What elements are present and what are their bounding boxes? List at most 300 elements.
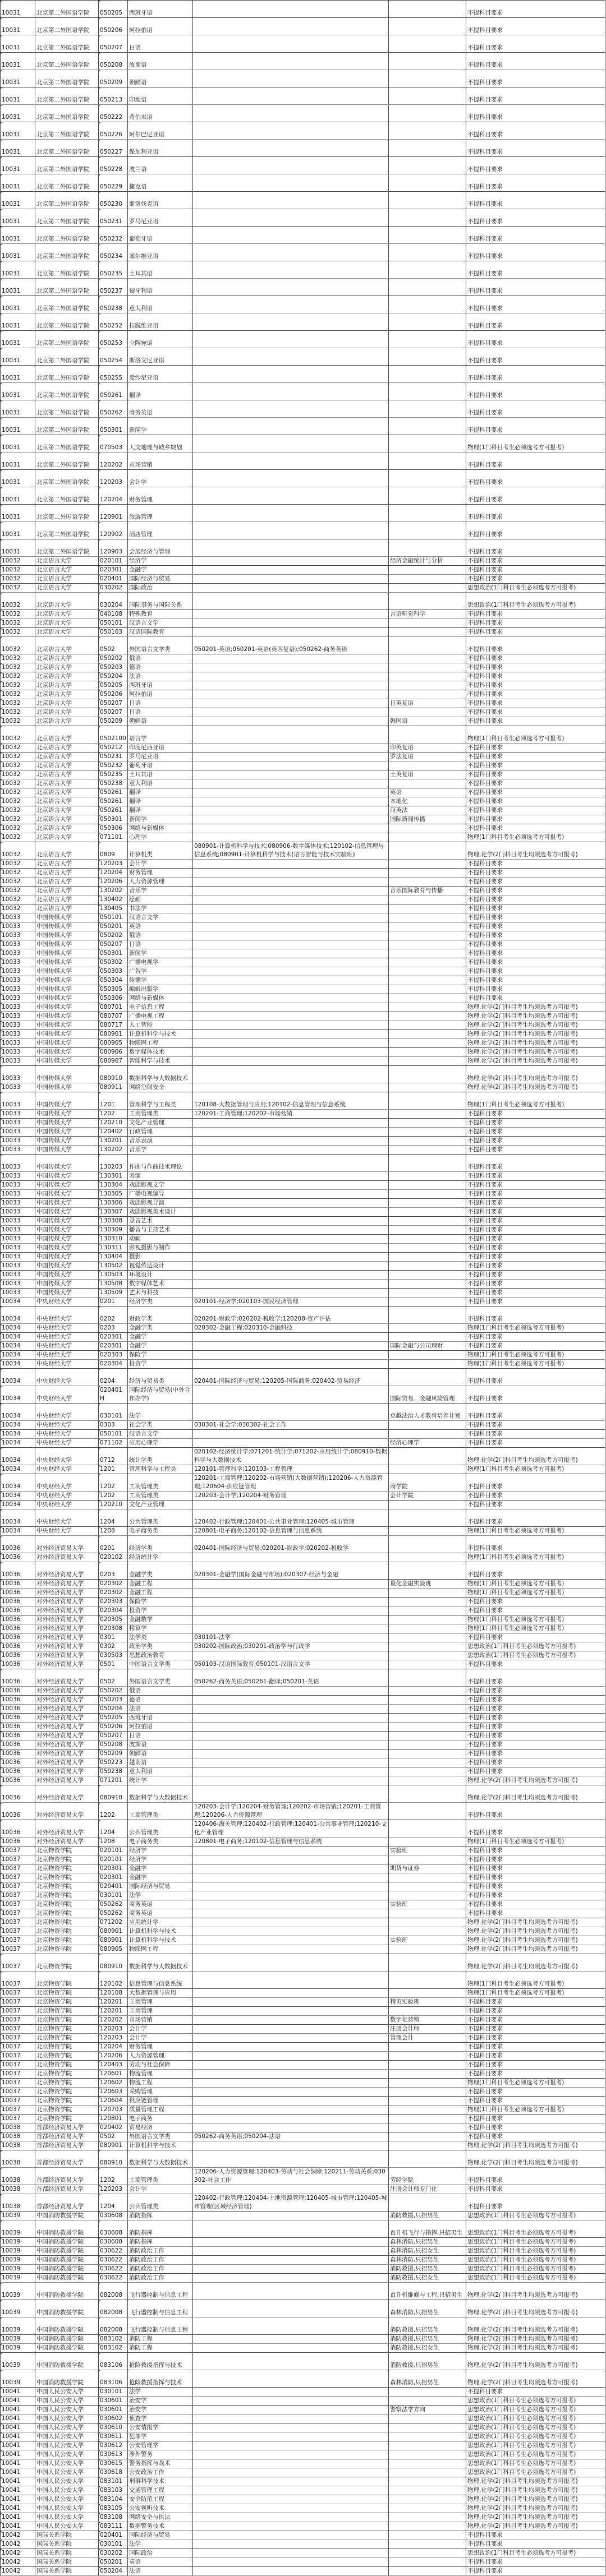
school-name-cell[interactable]: 北京第二外国语学院: [35, 140, 99, 157]
major-code-cell[interactable]: 050207: [99, 708, 128, 717]
subject-requirement-cell[interactable]: 物理,化学(2门科目考生均须选考方可报考): [466, 1012, 605, 1021]
major-name-cell[interactable]: 罗马尼亚语: [128, 209, 193, 227]
included-majors-cell[interactable]: [193, 279, 389, 296]
included-majors-cell[interactable]: [193, 806, 389, 815]
included-majors-cell[interactable]: [193, 1776, 389, 1785]
school-code-cell[interactable]: 10033: [1, 1280, 35, 1289]
subject-requirement-cell[interactable]: 思想政治(1门科目考生必须选考方可报考): [466, 2441, 605, 2450]
included-majors-cell[interactable]: [193, 2079, 389, 2088]
school-name-cell[interactable]: 对外经济贸易大学: [35, 1714, 99, 1723]
included-majors-cell[interactable]: [193, 1624, 389, 1633]
school-name-cell[interactable]: 中国传媒大学: [35, 1003, 99, 1012]
major-code-cell[interactable]: 050209: [99, 1749, 128, 1758]
school-name-cell[interactable]: 北京第二外国语学院: [35, 296, 99, 313]
included-majors-cell[interactable]: [193, 1003, 389, 1012]
school-code-cell[interactable]: 10037: [1, 1945, 35, 1954]
major-note-cell[interactable]: [389, 1137, 466, 1146]
major-note-cell[interactable]: [389, 2522, 466, 2531]
school-code-cell[interactable]: 10041: [1, 2504, 35, 2513]
school-name-cell[interactable]: 北京物资学院: [35, 2115, 99, 2123]
school-name-cell[interactable]: 中央财经大学: [35, 1342, 99, 1351]
major-code-cell[interactable]: 050301: [99, 815, 128, 824]
included-majors-cell[interactable]: [193, 2061, 389, 2070]
school-code-cell[interactable]: 10039: [1, 2318, 35, 2335]
school-name-cell[interactable]: 中央财经大学: [35, 1448, 99, 1465]
major-name-cell[interactable]: 公安视听技术: [128, 2504, 193, 2513]
major-note-cell[interactable]: 森林消防,只招男生: [389, 2238, 466, 2247]
major-name-cell[interactable]: 经济学类: [128, 1298, 193, 1307]
school-code-cell[interactable]: 10037: [1, 2115, 35, 2123]
major-code-cell[interactable]: 1204: [99, 1820, 128, 1838]
subject-requirement-cell[interactable]: 物理,化学(2门科目考生均须选考方可报考): [466, 2504, 605, 2513]
major-name-cell[interactable]: 消防指挥: [128, 2220, 193, 2238]
subject-requirement-cell[interactable]: 思想政治(1门科目考生必须选考方可报考): [466, 2423, 605, 2432]
school-name-cell[interactable]: 北京语言大学: [35, 779, 99, 788]
school-name-cell[interactable]: 北京语言大学: [35, 869, 99, 878]
included-majors-cell[interactable]: [193, 1271, 389, 1280]
major-note-cell[interactable]: [389, 522, 466, 539]
school-name-cell[interactable]: 中国人民公安大学: [35, 2504, 99, 2513]
major-note-cell[interactable]: [389, 1624, 466, 1633]
included-majors-cell[interactable]: 020401-国际经济与贸易;020201-财政学;020202-税收学: [193, 1536, 389, 1553]
included-majors-cell[interactable]: [193, 2141, 389, 2150]
school-name-cell[interactable]: 首都经济贸易大学: [35, 2194, 99, 2212]
subject-requirement-cell[interactable]: 物理(1门科目考生必须选考方可报考): [466, 435, 605, 453]
subject-requirement-cell[interactable]: 不提科目要求: [466, 487, 605, 505]
included-majors-cell[interactable]: [193, 1172, 389, 1181]
major-name-cell[interactable]: 越南语: [128, 1758, 193, 1767]
major-code-cell[interactable]: 030618: [99, 2468, 128, 2477]
subject-requirement-cell[interactable]: 不提科目要求: [466, 122, 605, 140]
school-code-cell[interactable]: 10031: [1, 70, 35, 87]
included-majors-cell[interactable]: [193, 913, 389, 922]
school-code-cell[interactable]: 10037: [1, 2079, 35, 2088]
major-name-cell[interactable]: 消防工程: [128, 2344, 193, 2353]
major-note-cell[interactable]: 卓越法治人才教育培养计划: [389, 1404, 466, 1421]
school-code-cell[interactable]: 10037: [1, 1918, 35, 1927]
school-code-cell[interactable]: 10036: [1, 1536, 35, 1553]
major-name-cell[interactable]: 市场营销: [128, 2016, 193, 2025]
school-name-cell[interactable]: 北京第二外国语学院: [35, 331, 99, 348]
major-name-cell[interactable]: 供应链管理: [128, 2097, 193, 2106]
school-name-cell[interactable]: 中国消防救援学院: [35, 2318, 99, 2335]
major-note-cell[interactable]: [389, 1172, 466, 1181]
major-note-cell[interactable]: [389, 1271, 466, 1280]
subject-requirement-cell[interactable]: 物理,化学(2门科目考生均须选考方可报考): [466, 2370, 605, 2388]
major-code-cell[interactable]: 020303: [99, 1351, 128, 1360]
subject-requirement-cell[interactable]: 不提科目要求: [466, 610, 605, 619]
school-name-cell[interactable]: 中国消防救援学院: [35, 2283, 99, 2300]
major-note-cell[interactable]: [389, 949, 466, 958]
major-code-cell[interactable]: 030101: [99, 2388, 128, 2397]
subject-requirement-cell[interactable]: 不提科目要求: [466, 2531, 605, 2540]
major-note-cell[interactable]: 劳经学院: [389, 2168, 466, 2185]
major-name-cell[interactable]: 数字媒体艺术: [128, 1280, 193, 1289]
school-name-cell[interactable]: 中国传媒大学: [35, 1253, 99, 1262]
school-name-cell[interactable]: 中国传媒大学: [35, 1199, 99, 1208]
subject-requirement-cell[interactable]: 不提科目要求: [466, 1421, 605, 1430]
included-majors-cell[interactable]: [193, 2549, 389, 2558]
major-code-cell[interactable]: 050201: [99, 922, 128, 931]
major-note-cell[interactable]: [389, 663, 466, 672]
subject-requirement-cell[interactable]: 不提科目要求: [466, 824, 605, 833]
subject-requirement-cell[interactable]: 不提科目要求: [466, 366, 605, 383]
included-majors-cell[interactable]: [193, 2016, 389, 2025]
major-name-cell[interactable]: 公安管理学: [128, 2441, 193, 2450]
major-note-cell[interactable]: 日英复语: [389, 699, 466, 708]
school-code-cell[interactable]: 10037: [1, 1882, 35, 1891]
included-majors-cell[interactable]: [193, 2531, 389, 2540]
major-name-cell[interactable]: 新闻学: [128, 949, 193, 958]
subject-requirement-cell[interactable]: 不提科目要求: [466, 53, 605, 70]
school-name-cell[interactable]: 中央财经大学: [35, 1527, 99, 1536]
included-majors-cell[interactable]: [193, 1430, 389, 1439]
school-name-cell[interactable]: 中国传媒大学: [35, 1280, 99, 1289]
major-name-cell[interactable]: 汉语言文学: [128, 619, 193, 628]
included-majors-cell[interactable]: [193, 1253, 389, 1262]
school-code-cell[interactable]: 10031: [1, 244, 35, 261]
included-majors-cell[interactable]: [193, 487, 389, 505]
school-code-cell[interactable]: 10033: [1, 1119, 35, 1128]
major-note-cell[interactable]: [389, 1820, 466, 1838]
included-majors-cell[interactable]: 080901-计算机科学与技术;080906-数字媒体技术;120102-信息管理与信息系统;080901-计算机科学与技术(语言智能与技术实验班): [193, 842, 389, 860]
major-name-cell[interactable]: 外国语言文学类: [128, 2132, 193, 2141]
major-name-cell[interactable]: 经济统计学: [128, 1553, 193, 1562]
included-majors-cell[interactable]: [193, 2256, 389, 2265]
subject-requirement-cell[interactable]: 不提科目要求: [466, 1110, 605, 1119]
school-code-cell[interactable]: 10038: [1, 2185, 35, 2194]
major-name-cell[interactable]: 工商管理类: [128, 1803, 193, 1820]
major-note-cell[interactable]: [389, 261, 466, 279]
major-name-cell[interactable]: 计算机科学与技术: [128, 1030, 193, 1039]
major-code-cell[interactable]: 050262: [99, 1900, 128, 1909]
major-name-cell[interactable]: 保加利亚语: [128, 140, 193, 157]
subject-requirement-cell[interactable]: 不提科目要求: [466, 2043, 605, 2052]
included-majors-cell[interactable]: [193, 2043, 389, 2052]
school-code-cell[interactable]: 10034: [1, 1360, 35, 1369]
school-code-cell[interactable]: 10031: [1, 505, 35, 522]
major-name-cell[interactable]: 消防指挥: [128, 2212, 193, 2220]
subject-requirement-cell[interactable]: 不提科目要求: [466, 2115, 605, 2123]
subject-requirement-cell[interactable]: 不提科目要求: [466, 261, 605, 279]
subject-requirement-cell[interactable]: 物理,化学(2门科目考生均须选考方可报考): [466, 2522, 605, 2531]
included-majors-cell[interactable]: [193, 2070, 389, 2079]
subject-requirement-cell[interactable]: 不提科目要求: [466, 1226, 605, 1235]
major-code-cell[interactable]: 050306: [99, 824, 128, 833]
major-note-cell[interactable]: 森林消防,只招男生: [389, 2370, 466, 2388]
major-note-cell[interactable]: [389, 453, 466, 470]
school-name-cell[interactable]: 中央财经大学: [35, 1509, 99, 1527]
school-name-cell[interactable]: 北京语言大学: [35, 699, 99, 708]
major-code-cell[interactable]: 120601: [99, 2070, 128, 2079]
subject-requirement-cell[interactable]: 物理(1门科目考生必须选考方可报考): [466, 726, 605, 744]
included-majors-cell[interactable]: [193, 2088, 389, 2097]
school-code-cell[interactable]: 10036: [1, 1723, 35, 1732]
school-code-cell[interactable]: 10036: [1, 1580, 35, 1589]
included-majors-cell[interactable]: [193, 2106, 389, 2115]
major-name-cell[interactable]: 金融学: [128, 1333, 193, 1342]
major-name-cell[interactable]: 公安情报学: [128, 2423, 193, 2432]
subject-requirement-cell[interactable]: 不提科目要求: [466, 931, 605, 940]
major-note-cell[interactable]: 国际金融与公司理财: [389, 1342, 466, 1351]
subject-requirement-cell[interactable]: 不提科目要求: [466, 383, 605, 400]
included-majors-cell[interactable]: [193, 1244, 389, 1253]
subject-requirement-cell[interactable]: 不提科目要求: [466, 2540, 605, 2549]
included-majors-cell[interactable]: [193, 1199, 389, 1208]
major-name-cell[interactable]: 飞行器控制与信息工程: [128, 2300, 193, 2318]
subject-requirement-cell[interactable]: 不提科目要求: [466, 2168, 605, 2185]
school-code-cell[interactable]: 10032: [1, 770, 35, 779]
included-majors-cell[interactable]: [193, 1882, 389, 1891]
school-code-cell[interactable]: 10036: [1, 1749, 35, 1758]
school-name-cell[interactable]: 国际关系学院: [35, 2558, 99, 2567]
included-majors-cell[interactable]: [193, 435, 389, 453]
major-note-cell[interactable]: [389, 1598, 466, 1606]
school-code-cell[interactable]: 10032: [1, 761, 35, 770]
major-note-cell[interactable]: [389, 1732, 466, 1741]
included-majors-cell[interactable]: [193, 1280, 389, 1289]
major-name-cell[interactable]: 编辑出版学: [128, 985, 193, 994]
major-name-cell[interactable]: 日语: [128, 940, 193, 949]
school-name-cell[interactable]: 北京第二外国语学院: [35, 313, 99, 331]
major-name-cell[interactable]: 捷克语: [128, 174, 193, 192]
major-code-cell[interactable]: 020308: [99, 1624, 128, 1633]
school-code-cell[interactable]: 10038: [1, 2132, 35, 2141]
major-name-cell[interactable]: 广告学: [128, 967, 193, 976]
school-code-cell[interactable]: 10036: [1, 1651, 35, 1660]
school-name-cell[interactable]: 中国人民公安大学: [35, 2388, 99, 2397]
included-majors-cell[interactable]: [193, 1155, 389, 1172]
included-majors-cell[interactable]: [193, 878, 389, 887]
included-majors-cell[interactable]: [193, 209, 389, 227]
subject-requirement-cell[interactable]: 不提科目要求: [466, 1820, 605, 1838]
major-name-cell[interactable]: 拉脱维亚语: [128, 313, 193, 331]
subject-requirement-cell[interactable]: 不提科目要求: [466, 672, 605, 681]
included-majors-cell[interactable]: [193, 539, 389, 557]
subject-requirement-cell[interactable]: 不提科目要求: [466, 2097, 605, 2106]
major-name-cell[interactable]: 会计学: [128, 860, 193, 869]
major-note-cell[interactable]: [389, 2123, 466, 2132]
major-code-cell[interactable]: 050301: [99, 949, 128, 958]
major-code-cell[interactable]: 030612: [99, 2441, 128, 2450]
subject-requirement-cell[interactable]: 不提科目要求: [466, 244, 605, 261]
included-majors-cell[interactable]: [193, 1909, 389, 1918]
major-note-cell[interactable]: 言语听觉科学: [389, 610, 466, 619]
major-code-cell[interactable]: 050204: [99, 672, 128, 681]
major-name-cell[interactable]: 金融数学: [128, 1615, 193, 1624]
major-code-cell[interactable]: 050208: [99, 53, 128, 70]
school-code-cell[interactable]: 10037: [1, 1998, 35, 2007]
school-name-cell[interactable]: 国际关系学院: [35, 2540, 99, 2549]
subject-requirement-cell[interactable]: 物理,化学(2门科目考生均须选考方可报考): [466, 1048, 605, 1057]
major-note-cell[interactable]: 森林消防,只招女生: [389, 2247, 466, 2256]
school-name-cell[interactable]: 中国传媒大学: [35, 1208, 99, 1217]
school-name-cell[interactable]: 对外经济贸易大学: [35, 1589, 99, 1598]
school-code-cell[interactable]: 10041: [1, 2513, 35, 2522]
major-code-cell[interactable]: 020301: [99, 1333, 128, 1342]
major-name-cell[interactable]: 贸易经济: [128, 2123, 193, 2132]
major-code-cell[interactable]: 080910: [99, 2150, 128, 2168]
major-note-cell[interactable]: 韩国语: [389, 717, 466, 726]
school-code-cell[interactable]: 10039: [1, 2212, 35, 2220]
major-note-cell[interactable]: [389, 1155, 466, 1172]
subject-requirement-cell[interactable]: 不提科目要求: [466, 2123, 605, 2132]
major-code-cell[interactable]: 050230: [99, 192, 128, 209]
included-majors-cell[interactable]: [193, 2441, 389, 2450]
school-code-cell[interactable]: 10033: [1, 922, 35, 931]
school-name-cell[interactable]: 北京语言大学: [35, 753, 99, 761]
school-name-cell[interactable]: 北京语言大学: [35, 708, 99, 717]
school-name-cell[interactable]: 北京语言大学: [35, 770, 99, 779]
included-majors-cell[interactable]: [193, 2052, 389, 2061]
included-majors-cell[interactable]: 030101-法学: [193, 1633, 389, 1642]
subject-requirement-cell[interactable]: 不提科目要求: [466, 806, 605, 815]
school-name-cell[interactable]: 中国人民公安大学: [35, 2397, 99, 2406]
school-code-cell[interactable]: 10034: [1, 1527, 35, 1536]
major-code-cell[interactable]: 050231: [99, 209, 128, 227]
school-name-cell[interactable]: 中国消防救援学院: [35, 2265, 99, 2274]
subject-requirement-cell[interactable]: 不提科目要求: [466, 628, 605, 637]
school-code-cell[interactable]: 10037: [1, 2043, 35, 2052]
subject-requirement-cell[interactable]: 不提科目要求: [466, 779, 605, 788]
major-name-cell[interactable]: 摄影: [128, 1253, 193, 1262]
school-name-cell[interactable]: 对外经济贸易大学: [35, 1696, 99, 1705]
major-note-cell[interactable]: 消防救援,只招女生: [389, 2344, 466, 2353]
subject-requirement-cell[interactable]: 不提科目要求: [466, 1864, 605, 1873]
major-name-cell[interactable]: 国际政治: [128, 2549, 193, 2558]
subject-requirement-cell[interactable]: 不提科目要求: [466, 860, 605, 869]
subject-requirement-cell[interactable]: 不提科目要求: [466, 878, 605, 887]
major-code-cell[interactable]: 030503: [99, 1651, 128, 1660]
major-code-cell[interactable]: 080717: [99, 1021, 128, 1030]
school-code-cell[interactable]: 10033: [1, 1066, 35, 1083]
major-note-cell[interactable]: [389, 1803, 466, 1820]
major-note-cell[interactable]: [389, 1705, 466, 1714]
included-majors-cell[interactable]: [193, 1945, 389, 1954]
school-name-cell[interactable]: 北京语言大学: [35, 584, 99, 593]
subject-requirement-cell[interactable]: 不提科目要求: [466, 1732, 605, 1741]
major-name-cell[interactable]: 会展经济与管理: [128, 539, 193, 557]
major-code-cell[interactable]: 080906: [99, 1048, 128, 1057]
school-code-cell[interactable]: 10031: [1, 192, 35, 209]
major-name-cell[interactable]: 中国语言文学类: [128, 1660, 193, 1669]
subject-requirement-cell[interactable]: 不提科目要求: [466, 1289, 605, 1298]
school-code-cell[interactable]: 10031: [1, 18, 35, 35]
included-majors-cell[interactable]: [193, 1891, 389, 1900]
major-name-cell[interactable]: 国际经济与贸易(中外合作办学): [128, 1386, 193, 1404]
subject-requirement-cell[interactable]: 不提科目要求: [466, 1749, 605, 1758]
major-code-cell[interactable]: 1202: [99, 1110, 128, 1119]
school-code-cell[interactable]: 10033: [1, 1039, 35, 1048]
included-majors-cell[interactable]: [193, 2300, 389, 2318]
school-name-cell[interactable]: 中央财经大学: [35, 1439, 99, 1448]
school-code-cell[interactable]: 10037: [1, 2061, 35, 2070]
major-note-cell[interactable]: [389, 2141, 466, 2150]
major-note-cell[interactable]: [389, 1181, 466, 1190]
school-code-cell[interactable]: 10031: [1, 105, 35, 122]
major-code-cell[interactable]: 130502: [99, 1262, 128, 1271]
major-note-cell[interactable]: [389, 505, 466, 522]
included-majors-cell[interactable]: [193, 1235, 389, 1244]
included-majors-cell[interactable]: [193, 1998, 389, 2007]
school-name-cell[interactable]: 北京第二外国语学院: [35, 209, 99, 227]
major-name-cell[interactable]: 应用统计学: [128, 1918, 193, 1927]
major-name-cell[interactable]: 动画: [128, 1235, 193, 1244]
subject-requirement-cell[interactable]: 不提科目要求: [466, 753, 605, 761]
school-name-cell[interactable]: 北京物资学院: [35, 2070, 99, 2079]
major-note-cell[interactable]: [389, 1066, 466, 1083]
major-code-cell[interactable]: 030204: [99, 593, 128, 610]
school-name-cell[interactable]: 对外经济贸易大学: [35, 1562, 99, 1580]
subject-requirement-cell[interactable]: 思想政治(1门科目考生必须选考方可报考): [466, 584, 605, 593]
major-code-cell[interactable]: 120203: [99, 860, 128, 869]
subject-requirement-cell[interactable]: 物理(1门科目考生必须选考方可报考): [466, 1092, 605, 1110]
subject-requirement-cell[interactable]: 不提科目要求: [466, 70, 605, 87]
major-name-cell[interactable]: 工商管理: [128, 1998, 193, 2007]
major-name-cell[interactable]: 文化产业管理: [128, 1119, 193, 1128]
major-code-cell[interactable]: 030622: [99, 2247, 128, 2256]
school-name-cell[interactable]: 中国传媒大学: [35, 1057, 99, 1066]
school-name-cell[interactable]: 北京第二外国语学院: [35, 244, 99, 261]
major-name-cell[interactable]: 法语: [128, 2567, 193, 2576]
included-majors-cell[interactable]: [193, 2477, 389, 2486]
included-majors-cell[interactable]: [193, 1, 389, 18]
school-code-cell[interactable]: 10031: [1, 435, 35, 453]
major-note-cell[interactable]: [389, 672, 466, 681]
included-majors-cell[interactable]: [193, 1208, 389, 1217]
included-majors-cell[interactable]: [193, 331, 389, 348]
major-code-cell[interactable]: 0501: [99, 1660, 128, 1669]
school-name-cell[interactable]: 北京物资学院: [35, 1909, 99, 1918]
major-code-cell[interactable]: 130202: [99, 1146, 128, 1155]
major-name-cell[interactable]: 消防政治工作: [128, 2265, 193, 2274]
major-code-cell[interactable]: 120203: [99, 2025, 128, 2034]
major-note-cell[interactable]: [389, 1351, 466, 1360]
subject-requirement-cell[interactable]: 物理,化学(2门科目考生均须选考方可报考): [466, 2344, 605, 2353]
major-code-cell[interactable]: 030610: [99, 2423, 128, 2432]
major-code-cell[interactable]: 071101: [99, 833, 128, 842]
major-code-cell[interactable]: 020101: [99, 557, 128, 566]
included-majors-cell[interactable]: [193, 1598, 389, 1606]
included-majors-cell[interactable]: 120108-大数据管理与应用;120102-信息管理与信息系统: [193, 1092, 389, 1110]
school-name-cell[interactable]: 北京第二外国语学院: [35, 487, 99, 505]
school-name-cell[interactable]: 北京第二外国语学院: [35, 366, 99, 383]
school-name-cell[interactable]: 中国传媒大学: [35, 1039, 99, 1048]
school-name-cell[interactable]: 中国人民公安大学: [35, 2468, 99, 2477]
major-code-cell[interactable]: 083108: [99, 2513, 128, 2522]
subject-requirement-cell[interactable]: 思想政治(1门科目考生必须选考方可报考): [466, 2220, 605, 2238]
major-code-cell[interactable]: 1201: [99, 1465, 128, 1474]
included-majors-cell[interactable]: [193, 976, 389, 985]
major-code-cell[interactable]: 020401: [99, 1882, 128, 1891]
school-name-cell[interactable]: 北京物资学院: [35, 1954, 99, 1972]
school-name-cell[interactable]: 首都经济贸易大学: [35, 2123, 99, 2132]
major-note-cell[interactable]: [389, 708, 466, 717]
major-code-cell[interactable]: 083111: [99, 2522, 128, 2531]
included-majors-cell[interactable]: [193, 2150, 389, 2168]
school-code-cell[interactable]: 10034: [1, 1421, 35, 1430]
major-note-cell[interactable]: 实验班: [389, 1936, 466, 1945]
major-name-cell[interactable]: 国际经济与贸易: [128, 1882, 193, 1891]
major-name-cell[interactable]: 警务指挥与战术: [128, 2459, 193, 2468]
major-note-cell[interactable]: 音乐国际教育与传播: [389, 887, 466, 895]
major-note-cell[interactable]: [389, 2106, 466, 2115]
major-name-cell[interactable]: 人力资源管理: [128, 878, 193, 887]
major-code-cell[interactable]: 130404: [99, 1253, 128, 1262]
school-code-cell[interactable]: 10033: [1, 1172, 35, 1181]
included-majors-cell[interactable]: [193, 105, 389, 122]
school-name-cell[interactable]: 对外经济贸易大学: [35, 1723, 99, 1732]
